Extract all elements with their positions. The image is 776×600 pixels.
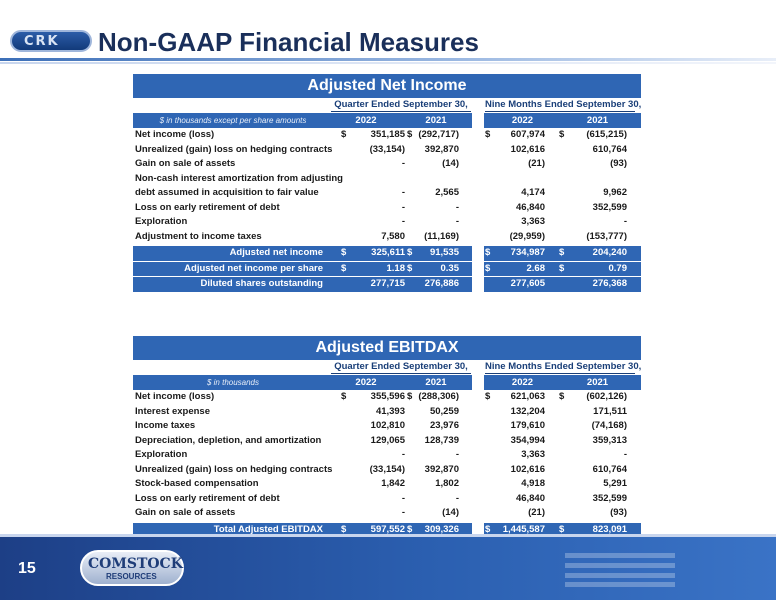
cell-value: -: [401, 492, 405, 504]
cell-value: 277,605: [510, 278, 545, 289]
cell-value: 50,259: [429, 405, 459, 417]
row-label: Exploration: [135, 216, 188, 227]
total-row: [133, 262, 641, 277]
row-label: Adjustment to income taxes: [135, 230, 262, 242]
cell-value: (74,168): [591, 420, 627, 431]
column-gap: [472, 113, 484, 128]
comstock-logo-subtext: RESOURCES: [106, 572, 157, 581]
cell-value: -: [455, 449, 459, 460]
table-row: [133, 390, 641, 405]
cell-value: 354,994: [510, 434, 545, 446]
group-header-quarter: Quarter Ended September 30,: [331, 98, 471, 112]
cell-value: 2.68: [526, 262, 545, 274]
cell-value: (292,717): [418, 129, 459, 140]
comstock-logo: [80, 550, 184, 586]
dollar-sign: $: [559, 523, 565, 535]
cell-value: 171,511: [593, 405, 627, 417]
cell-value: -: [455, 216, 459, 227]
table-row: [133, 434, 641, 449]
row-label: Stock-based compensation: [135, 478, 259, 489]
slide-header: [0, 0, 776, 66]
cell-value: (288,306): [418, 391, 459, 402]
cell-value: 4,174: [521, 187, 545, 198]
cell-value: 1,802: [435, 478, 459, 489]
cell-value: 179,610: [510, 420, 545, 431]
cell-value: 597,552: [370, 523, 405, 535]
table-title: Adjusted EBITDAX: [133, 336, 641, 360]
table-row: [133, 230, 641, 245]
column-group-row: [133, 360, 641, 375]
cell-value: 1,842: [381, 478, 405, 489]
cell-value: 276,886: [424, 278, 459, 289]
cell-value: (615,215): [586, 129, 627, 140]
cell-value: (602,126): [586, 391, 627, 402]
cell-value: 277,715: [370, 278, 405, 289]
dollar-sign: $: [485, 247, 491, 258]
cell-value: (11,169): [424, 230, 459, 242]
row-label: Gain on sale of assets: [135, 507, 236, 518]
table-row: [133, 492, 641, 507]
cell-value: -: [401, 158, 405, 169]
dollar-sign: $: [485, 262, 491, 274]
table-row: [133, 215, 641, 230]
year-header: 2021: [586, 115, 609, 126]
year-header: 2022: [355, 377, 377, 388]
cell-value: 102,616: [510, 143, 545, 155]
adjusted-ebitdax-table: [133, 336, 641, 537]
cell-value: 352,599: [592, 492, 627, 504]
header-divider: [0, 58, 776, 61]
year-header: 2021: [425, 115, 447, 126]
cell-value: -: [623, 216, 627, 227]
crk-logo: [10, 30, 92, 52]
cell-value: -: [401, 507, 405, 518]
cell-value: 23,976: [429, 420, 459, 431]
table-row: [133, 477, 641, 492]
cell-value: (29,959): [509, 230, 545, 242]
header-divider-light: [0, 62, 776, 64]
dollar-sign: $: [407, 523, 413, 535]
cell-value: -: [455, 201, 459, 213]
cell-value: 3,363: [521, 216, 545, 227]
dollar-sign: $: [485, 523, 491, 535]
dollar-sign: $: [559, 391, 565, 402]
dollar-sign: $: [559, 247, 565, 258]
cell-value: (153,777): [586, 230, 627, 242]
cell-value: 392,870: [424, 463, 459, 475]
page-title: Non-GAAP Financial Measures: [98, 27, 479, 57]
group-header-nine-months: Nine Months Ended September 30,: [485, 99, 642, 110]
dollar-sign: $: [341, 391, 347, 402]
row-label: Loss on early retirement of debt: [135, 492, 280, 504]
row-label: Loss on early retirement of debt: [135, 201, 280, 213]
cell-value: 352,599: [592, 201, 627, 213]
dollar-sign: $: [559, 262, 565, 274]
dollar-sign: $: [341, 247, 347, 258]
adjusted-net-income-table: [133, 74, 641, 292]
cell-value: 610,764: [592, 143, 627, 155]
row-label: Diluted shares outstanding: [200, 278, 323, 289]
cell-value: 1,445,587: [502, 523, 545, 535]
table-row: [133, 201, 641, 216]
table-row: [133, 506, 641, 521]
cell-value: 102,810: [370, 420, 405, 431]
row-label: Depreciation, depletion, and amortization: [135, 434, 322, 446]
cell-value: 129,065: [370, 434, 405, 446]
cell-value: -: [401, 216, 405, 227]
cell-value: -: [401, 187, 405, 198]
cell-value: -: [455, 492, 459, 504]
cell-value: -: [401, 201, 405, 213]
cell-value: (93): [610, 158, 627, 169]
column-gap: [472, 375, 484, 390]
cell-value: 392,870: [424, 143, 459, 155]
cell-value: 0.35: [440, 262, 459, 274]
cell-value: 325,611: [371, 247, 405, 258]
dollar-sign: $: [407, 391, 413, 402]
cell-value: 610,764: [592, 463, 627, 475]
table-row: [133, 143, 641, 158]
page-number: 15: [18, 560, 36, 577]
cell-value: 46,840: [515, 201, 545, 213]
year-header: 2021: [586, 377, 609, 388]
row-label: Income taxes: [135, 420, 196, 431]
cell-value: 5,291: [603, 478, 627, 489]
row-label: Total Adjusted EBITDAX: [213, 523, 323, 535]
footer-divider: [0, 534, 776, 537]
unit-label: $ in thousands except per share amounts: [159, 116, 307, 125]
table-row: [133, 128, 641, 143]
row-label: Unrealized (gain) loss on hedging contracts: [135, 463, 333, 475]
year-header-row: [133, 375, 641, 390]
year-header: 2022: [355, 115, 377, 126]
cell-value: 3,363: [521, 449, 545, 460]
cell-value: 204,240: [592, 247, 627, 258]
cell-value: (33,154): [369, 463, 405, 475]
cell-value: 276,368: [592, 278, 627, 289]
dollar-sign: $: [341, 523, 347, 535]
cell-value: 351,185: [370, 129, 405, 140]
cell-value: (14): [442, 507, 459, 518]
year-header: 2022: [511, 377, 534, 388]
table-row: [133, 405, 641, 420]
cell-value: (33,154): [369, 143, 405, 155]
table-row: [133, 186, 641, 201]
year-header: 2022: [511, 115, 534, 126]
cell-value: (21): [528, 507, 545, 518]
column-group-row: [133, 98, 641, 113]
table-row: [133, 172, 641, 187]
cell-value: 355,596: [370, 391, 405, 402]
dollar-sign: $: [485, 391, 491, 402]
cell-value: 359,313: [592, 434, 627, 446]
row-label: Exploration: [135, 449, 188, 460]
unit-label: $ in thousands: [206, 378, 260, 387]
cell-value: 1.18: [386, 262, 405, 274]
cell-value: 607,974: [510, 129, 545, 140]
group-header-nine-months: Nine Months Ended September 30,: [485, 361, 642, 372]
total-row: [133, 246, 641, 261]
total-row: [133, 277, 641, 292]
dollar-sign: $: [407, 262, 413, 274]
column-header: [133, 360, 641, 390]
cell-value: -: [401, 449, 405, 460]
cell-value: 7,580: [381, 230, 405, 242]
row-label: Adjusted net income per share: [184, 262, 323, 274]
dollar-sign: $: [407, 129, 413, 140]
cell-value: 823,091: [592, 523, 627, 535]
cell-value: (21): [528, 158, 545, 169]
table-row: [133, 157, 641, 172]
year-header-row: [133, 113, 641, 128]
row-label: Net income (loss): [135, 129, 215, 140]
cell-value: 91,535: [429, 247, 459, 258]
row-label: Adjusted net income: [229, 247, 323, 258]
column-gap: [472, 246, 484, 261]
row-label: Non-cash interest amortization from adjusting: [135, 172, 343, 184]
cell-value: (14): [442, 158, 459, 169]
table-row: [133, 463, 641, 478]
column-gap: [472, 277, 484, 292]
table-row: [133, 419, 641, 434]
cell-value: 46,840: [515, 492, 545, 504]
column-gap: [472, 262, 484, 277]
group-header-quarter: Quarter Ended September 30,: [331, 360, 471, 374]
cell-value: 128,739: [424, 434, 459, 446]
dollar-sign: $: [485, 129, 491, 140]
comstock-logo-text: COMSTOCK: [88, 556, 183, 572]
row-label: Net income (loss): [135, 391, 215, 402]
cell-value: 102,616: [510, 463, 545, 475]
dollar-sign: $: [407, 247, 413, 258]
dollar-sign: $: [341, 262, 347, 274]
table-title: Adjusted Net Income: [133, 74, 641, 98]
footer-watermark: [565, 553, 675, 587]
cell-value: 9,962: [603, 187, 627, 198]
column-header: [133, 98, 641, 128]
year-header: 2021: [425, 377, 447, 388]
cell-value: 621,063: [510, 391, 545, 402]
cell-value: -: [623, 449, 627, 460]
cell-value: 2,565: [435, 187, 459, 198]
cell-value: 734,987: [510, 247, 545, 258]
crk-logo-text: CRK: [24, 34, 60, 49]
cell-value: 41,393: [375, 405, 405, 417]
row-label: debt assumed in acquisition to fair value: [135, 187, 319, 198]
dollar-sign: $: [341, 129, 347, 140]
cell-value: 309,326: [424, 523, 459, 535]
cell-value: 4,918: [521, 478, 545, 489]
cell-value: 132,204: [510, 405, 545, 417]
row-label: Unrealized (gain) loss on hedging contracts: [135, 143, 333, 155]
cell-value: 0.79: [608, 262, 627, 274]
row-label: Interest expense: [135, 405, 210, 417]
dollar-sign: $: [559, 129, 565, 140]
row-label: Gain on sale of assets: [135, 158, 236, 169]
table-row: [133, 448, 641, 463]
cell-value: (93): [610, 507, 627, 518]
